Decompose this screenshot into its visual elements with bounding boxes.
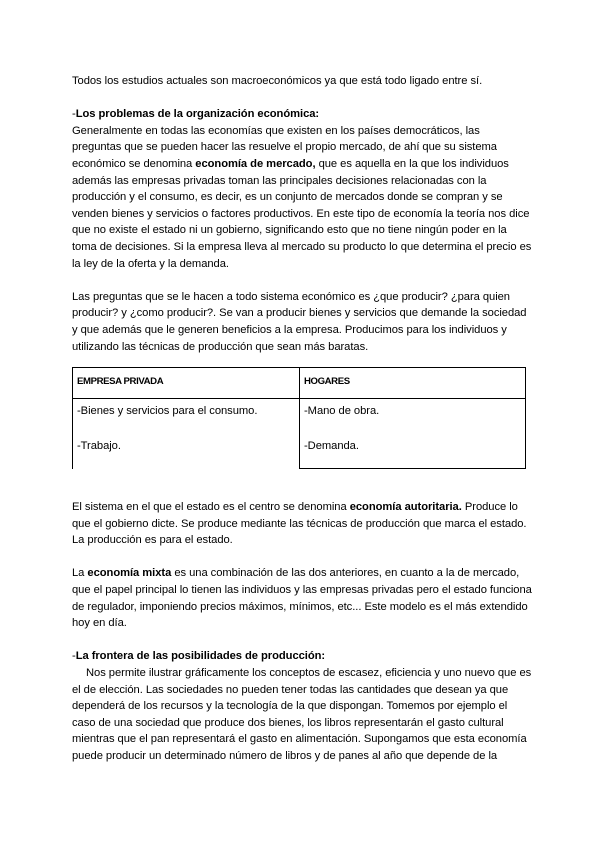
table-header-cell: EMPRESA PRIVADA	[73, 368, 300, 399]
table-cell-text: -Demanda.	[304, 440, 359, 453]
text-run: Produce lo que el gobierno dicte. Se produce mediante las técnicas de producción que marca el estado. La producción es para el estado.	[72, 501, 527, 547]
comparison-table	[72, 367, 526, 469]
heading-prefix: -	[72, 650, 76, 663]
paragraph-economia-autoritaria	[72, 499, 532, 549]
text-run: El sistema en el que el estado es el centro se denomina	[72, 501, 350, 514]
heading-text: Los problemas de la organización económica:	[75, 108, 320, 121]
heading-text: La frontera de las posibilidades de producción:	[75, 650, 326, 663]
paragraph-economia-mixta	[72, 565, 532, 631]
bold-term: economía autoritaria.	[349, 501, 462, 514]
table-header-row	[73, 368, 526, 399]
table-cell-text: -Mano de obra.	[304, 405, 380, 418]
table-cell	[300, 399, 526, 469]
table-cell	[73, 399, 300, 469]
section-heading-problemas	[72, 106, 532, 123]
text-run: que es aquella en la que los individuos además las empresas privadas toman las principales decisiones relacionadas con la producción y el consumo, es decir, es un conjunto de mercados donde se compran y se venden bienes y servicios o factores productivos. En este tipo de economía la teoría nos dice que no existe el estado ni un gobierno, significando esto que no tiene ningún poder en la toma de decisiones. Si la empresa lleva al mercado su producto lo que determina el precio es la ley de la oferta y la demanda.	[72, 157, 532, 270]
table-cell-text: -Bienes y servicios para el consumo.	[77, 405, 258, 418]
paragraph-economia-mercado	[72, 123, 532, 272]
text-run: La	[72, 567, 88, 580]
paragraph-preguntas: Las preguntas que se le hacen a todo sistema económico es ¿que producir? ¿para quien producir? y ¿como producir?. Se van a producir bienes y servicios que demande la sociedad y que además que le generen beneficios a la empresa. Producimos para los individuos y utilizando las técnicas de producción que sean más baratas.	[72, 290, 527, 353]
paragraph-frontera: Nos permite ilustrar gráficamente los conceptos de escasez, eficiencia y uno nuevo que es el de elección. Las sociedades no pueden tener todas las cantidades que desean ya que dependerá de los recursos y la tecnología de la que dispongan. Tomemos por ejemplo el caso de una sociedad que produce dos bienes, los libros representarán el gasto cultural mientras que el pan representará el gasto en alimentación. Supongamos que esta economía puede producir un determinado número de libros y de panes al año que depende de la	[72, 667, 532, 762]
table-header-cell: HOGARES	[300, 368, 526, 399]
bold-term: economía de mercado,	[195, 157, 316, 170]
bold-term: economía mixta	[87, 567, 172, 580]
heading-prefix: -	[72, 108, 76, 121]
document-body	[72, 73, 532, 765]
text-run: es una combinación de las dos anteriores, en cuanto a la de mercado, que el papel principal lo tienen las individuos y las empresas privadas pero el estado funciona de regulador, imponiendo precios máximos, mínimos, etc... Este modelo es el más extendido hoy en día.	[72, 567, 532, 630]
table-cell-text: -Trabajo.	[77, 440, 121, 453]
intro-paragraph: Todos los estudios actuales son macroeconómicos ya que está todo ligado entre sí.	[72, 75, 483, 87]
section-heading-frontera	[72, 648, 532, 665]
table-row	[73, 399, 526, 469]
text-run: Generalmente en todas las economías que existen en los países democráticos, las preguntas que se pueden hacer las resuelve el propio mercado, de ahí que su sistema económico se denomina	[72, 124, 497, 170]
